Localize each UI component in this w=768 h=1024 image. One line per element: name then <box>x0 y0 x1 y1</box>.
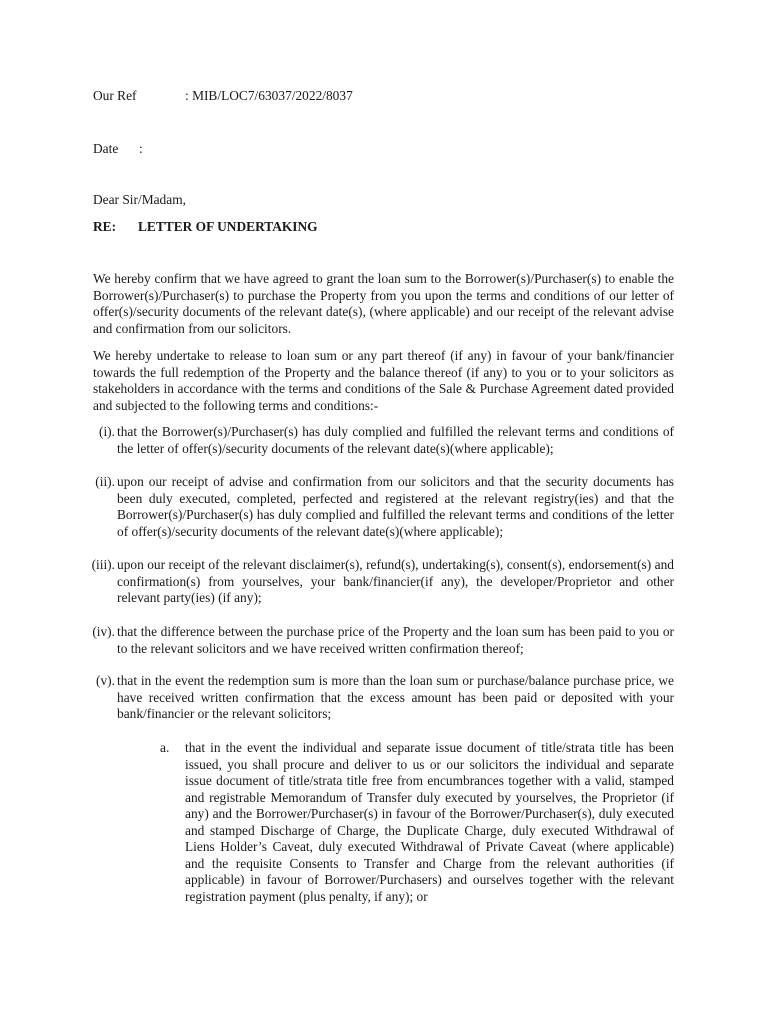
date-colon: : <box>139 141 143 156</box>
sub-item-letter: a. <box>160 740 170 755</box>
sub-item-text: that in the event the individual and separate issue document of title/strata title has been issued, you shall procure and deliver to us or our solicitors the individual and separate issue document of title/strata title free from encumbrances together with a valid, stamped and registrable Memorandum of Transfer duly executed by yourselves, the Proprietor (if any) and the Borrower/Purchaser(s) in favour of the Borrower/Purchaser(s), duly executed and stamped Discharge of Charge, the Duplicate Charge, duly executed Withdrawal of Liens Holder’s Caveat, duly executed Withdrawal of Private Caveat (where applicable) and the requisite Consents to Transfer and Charge from the relevant authorities (if applicable) in favour of Borrower/Purchasers) and ourselves together with the relevant registration payment (plus penalty, if any); or <box>185 740 674 904</box>
ref-label: Our Ref <box>93 88 137 103</box>
subject-label: RE: <box>93 219 117 234</box>
condition-number: (iii). <box>91 557 115 572</box>
condition-text: upon our receipt of advise and confirmation from our solicitors and that the security documents has been duly executed, completed, perfected and registered at the relevant registry(ies) and that the Borrower(s)/Purchaser(s) has duly complied and fulfilled the relevant terms and conditions of the letter of offer(s)/security documents of the relevant date(s)(where applicable); <box>117 474 674 539</box>
condition-number: (v). <box>96 673 115 688</box>
paragraph-undertaking: We hereby undertake to release to loan sum or any part thereof (if any) in favour of your bank/financier towards the full redemption of the Property and the balance thereof (if any) to you or to your solicitors as stakeholders in accordance with the terms and conditions of the Sale & Purchase Agreement dated provided and subjected to the following terms and conditions:- <box>93 348 674 413</box>
salutation: Dear Sir/Madam, <box>93 192 186 207</box>
paragraph-confirmation: We hereby confirm that we have agreed to grant the loan sum to the Borrower(s)/Purchaser(s) to enable the Borrower(s)/Purchaser(s) to purchase the Property from you upon the terms and conditions of our letter of offer(s)/security documents of the relevant date(s), (where applicable) and our receipt of the relevant advise and confirmation from our solicitors. <box>93 271 674 336</box>
condition-number: (ii). <box>95 474 115 489</box>
ref-value: : MIB/LOC7/63037/2022/8037 <box>185 88 353 103</box>
condition-number: (iv). <box>92 624 115 639</box>
condition-text: that the Borrower(s)/Purchaser(s) has duly complied and fulfilled the relevant terms and conditions of the letter of offer(s)/security documents of the relevant date(s)(where applicable); <box>117 424 674 456</box>
condition-text: that in the event the redemption sum is more than the loan sum or purchase/balance purchase price, we have received written confirmation that the excess amount has been paid or deposited with your bank/financier or the relevant solicitors; <box>117 673 674 721</box>
condition-text: upon our receipt of the relevant disclaimer(s), refund(s), undertaking(s), consent(s), endorsement(s) and confirmation(s) from yourselves, your bank/financier(if any), the developer/Proprietor and other relevant party(ies) (if any); <box>117 557 674 605</box>
condition-number: (i). <box>99 424 115 439</box>
date-label: Date <box>93 141 119 156</box>
subject-title: LETTER OF UNDERTAKING <box>138 219 318 234</box>
condition-text: that the difference between the purchase price of the Property and the loan sum has been paid to you or to the relevant solicitors and we have received written confirmation thereof; <box>117 624 674 656</box>
